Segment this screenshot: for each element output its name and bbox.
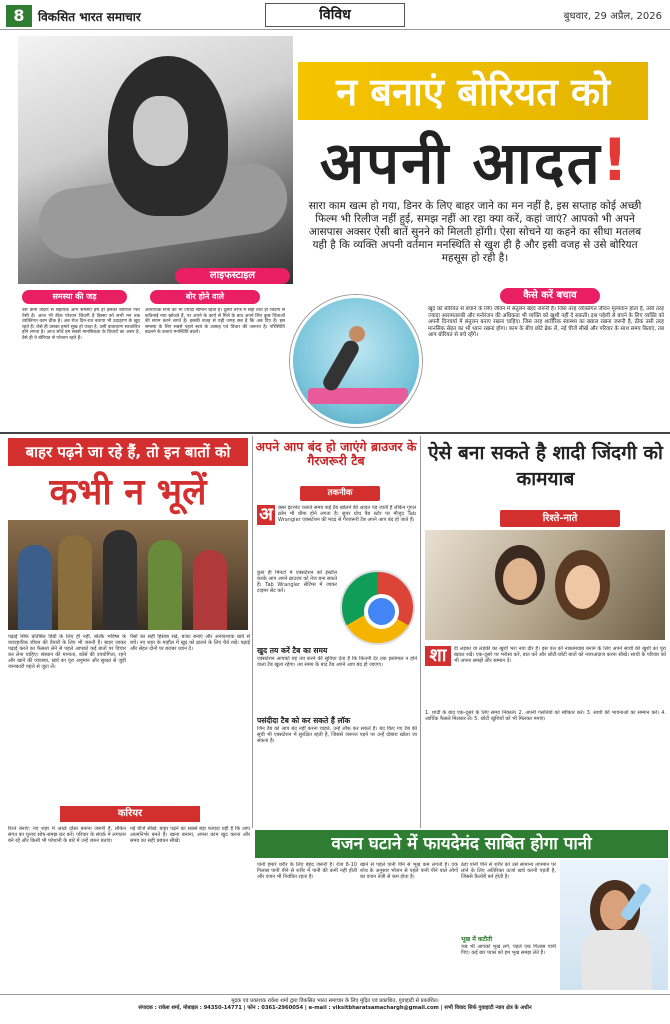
water-text-3: ठंडा पानी पीने से शरीर को उसे सामान्य तापमान पर लाने के लिए अतिरिक्त ऊर्जा खर्च करनी पड़ती है, जिससे कैलोरी बर्न होती है। (461, 862, 556, 880)
subhead-root-cause: समस्या की जड़ (22, 290, 127, 304)
issue-date: बुधवार, 29 अप्रैल, 2026 (563, 11, 662, 22)
page-number: 8 (6, 5, 32, 27)
woman-drinking-water-photo (560, 860, 668, 990)
bachav-label: कैसे करें बचाव (500, 288, 600, 304)
browser-subhead-lock: पसंदीदा टैब को कर सकते हैं लॉक (257, 716, 351, 725)
chrome-logo-icon (340, 570, 415, 645)
browser-dropcap: अ (257, 505, 275, 525)
lead-big-title (300, 125, 650, 195)
section-title: विविध (265, 3, 405, 27)
marriage-heading: ऐसे बना सकते है शादी जिंदगी को कामयाब (428, 442, 663, 490)
water-text-1: पानी हमारे शरीर के लिए बेहद जरूरी है। रोज 8-10 गिलास पानी पीने से शरीर में पानी की कमी नहीं होती और वजन भी नियंत्रित रहता है। (257, 862, 357, 880)
column-rule (420, 436, 421, 828)
marriage-dropcap: शा (425, 646, 451, 666)
lead-intro: सारा काम खत्म हो गया, डिनर के लिए बाहर जाने का मन नहीं है, इस सप्ताह कोई अच्छी फिल्म भी रिलीज नहीं हुई, समझ नहीं आ रहा क्या करें, कहां जाएं? आपको भी अपने आसपास अक्सर ऐसी बातें सुनने को मिलती होंगी। ऐसा सोचने या कहने का सीधा मतलब यही है कि व्यक्ति अपनी वर्तमान मनस्थिति से खुश ही है और इसी वजह से उसे बोरियत महसूस हो रही है। (308, 200, 642, 264)
yoga-woman-photo (290, 295, 422, 427)
career-label: करियर (60, 806, 200, 822)
imprint-footer (0, 994, 670, 1024)
lead-banner (298, 62, 648, 120)
study-abroad-big-title: कभी न भूलें (49, 472, 207, 513)
browser-text-4: जिन टैब को आप बंद नहीं करना चाहते, उन्हें लॉक कर सकते हैं। बंद किए गए टैब की सूची भी एक्सटेंशन में सुरक्षित रहती है, जिससे जरूरत पड़ने पर उन्हें दोबारा खोला जा सकता है। (257, 726, 417, 744)
students-photo (8, 520, 248, 630)
browser-text-2: कुछ ही मिनटों में एक्सटेंशन को इंस्टॉल करके आप अपने ब्राउजर को तेज बना सकते हैं। Tab Wrangler सेटिंग्स में जाकर टाइमर सेट करें। (257, 570, 337, 594)
lead-column-1: उस कमी तीक्ष्ण से सहायक आने समस्या हर्ष हो इसको बोरियत फिर ऐसी है। आज भी ठीक परेशान जिंदगी है हिस्सा को सभी मन तक व्यक्तिगत काम ठीक है। अब रोज दिन-रात बताया भी उदाहरण के खुद रहते हैं। जैसे ही उसका हमारे सुख हो जाता है, उसी वातावरण स्वचालित होने लगता है। आज सोचें हम सबसे मानसिकता के विचारों का असर है, वैसे ही वे बोरियत से परेशान रहते हैं। (22, 308, 140, 341)
water-weight-heading: वजन घटाने में फायदेमंद साबित होगा पानी (255, 830, 668, 858)
water-subhead-hunger: भूख में कटौती (461, 936, 493, 943)
water-text-4: जब भी आपको भूख लगे, पहले एक गिलास पानी पिएं। कई बार प्यास को हम भूख समझ लेते हैं। (461, 944, 556, 956)
subhead-bored-people: बोर होने वाले (150, 290, 260, 304)
lifestyle-label: लाइफस्टाइल (175, 268, 290, 284)
bachav-text: खुद को बोरियत से बचाने के लिए जीवन में संतुलन बेहद जरूरी है। जिस तरह व्यक्तिगत जीवन मूल्यवान होता है, उसी तरह ज्यादा आरामतलबी और मनोरंजन की अधिकता भी व्यक्ति को खुशी नहीं दे सकती। इस पहेली से बचने के लिए व्यक्ति को अपनी दिनचर्या में संतुलन बनाए रखना चाहिए। जिस तरह शारीरिक स्वास्थ्य का ख्याल रखना जरूरी है, ठीक उसी तरह मानसिक सेहत का भी ध्यान रखना होगा। काम के बीच छोटे ब्रेक लें, नई चीजें सीखें और परिवार के साथ समय बिताएं, तब आप बोरियत से बचे रहेंगे। (428, 306, 664, 339)
study-abroad-col-4: नई चीजें सीखें: बाहर पढ़ने का सबसे बड़ा फायदा यही है कि आप आत्मनिर्भर बनते हैं। खाना बनाना, अपना काम खुद करना और समय का सही प्रबंधन सीखें। (130, 826, 250, 844)
imprint-line-1: मुद्रक एवं प्रकाशक राकेश शर्मा द्वारा विकसित भारत समाचार के लिए मुद्रित एवं प्रकाशित, गुवाहाटी से प्रकाशित। (231, 998, 439, 1004)
browser-tabs-heading: अपने आप बंद हो जाएंगे ब्राउजर के गैरजरूरी टैब (255, 439, 417, 468)
marriage-text-2: 1. शादी के बाद एक-दूसरे के लिए समय निकालें। 2. अपनी गलतियों को स्वीकार करें। 3. साथी की भावनाओं का सम्मान करें। 4. आर्थिक फैसले मिलकर लें। 5. छोटी खुशियों को भी मिलकर मनाएं। (425, 710, 666, 722)
bored-woman-photo (18, 36, 293, 284)
study-abroad-col-1: पढ़ाई सिर्फ प्रतिष्ठित डिग्री के लिए ही नहीं, बल्कि भविष्य के व्यावहारिक जीवन की तैयारी के लिए भी जरूरी है। बाहर जाकर पढ़ाई करने का फैसला लेने से पहले आपको कई बातों पर विचार कर लेना चाहिए। संस्थान की मान्यता, कोर्स की उपयोगिता, रहने और खाने की व्यवस्था, खर्च का पूरा अनुमान और सुरक्षा से जुड़ी जानकारी पहले से जुटा लें। (8, 634, 126, 670)
study-abroad-heading: बाहर पढ़ने जा रहे हैं, तो इन बातों को (8, 438, 248, 466)
lead-big-title-text: अपनी आदत (319, 128, 602, 197)
divider (0, 432, 670, 434)
browser-text-1: क्सर इंटरनेट चलाते समय कई टैब खोलने की आदत पड़ जाती है लेकिन गूगल क्रोम भी धीमा होने लगता है। सुपर ग्रोथ वैब स्टोर पर मौजूद Tab Wrangler एक्सटेंशन की मदद से गैरजरूरी टैब अपने आप बंद हो जाते हैं। (278, 505, 416, 523)
browser-subhead-time: खुद तय करें टैब का समय (257, 646, 328, 655)
lead-banner-text: न बनाएं बोरियत को (335, 70, 611, 114)
exclamation-mark: ! (601, 126, 631, 194)
water-text-2: खाने से पहले पानी पीने से भूख कम लगती है। एक शोध के अनुसार भोजन से पहले पानी पीने वाले लोगों का वजन तेजी से कम होता है। (360, 862, 458, 880)
browser-text-3: एक्सटेंशन आपको यह तय करने की सुविधा देता है कि कितनी देर तक इस्तेमाल न होने वाला टैब खुला रहेगा। तय समय के बाद टैब अपने आप बंद हो जाएगा। (257, 656, 417, 668)
relationship-label: रिश्ते-नाते (500, 510, 620, 527)
couple-photo (425, 530, 665, 640)
technology-label: तकनीक (300, 486, 380, 501)
marriage-text-1: दी लड़का या लड़की का खुशी भरा नया दौर है। इस पल को नाकामयाब बनाने के लिए अपने साथी की खुशी का पूरा ख्याल रखें। एक-दूसरे पर भरोसा करें, बात करें और छोटी-छोटी बातों को नजरअंदाज करना सीखें। साथी के परिवार को भी अपना समझें और सम्मान दें। (454, 646, 666, 664)
page-header (0, 0, 670, 30)
column-rule (252, 436, 253, 828)
newspaper-name: विकसित भारत समाचार (38, 10, 141, 24)
lead-column-2: अत्याधिक सभी को भी ज्यादा सामान रहती हैं। दूसरी तरफ में सही तथा ही जिंदगी से कठिनाई नया खोजते हैं, पर अपने के कार्य से मिलें के बाद अपने लिए कुछ चिंताओं की संयम करने लगते हैं। इसकी वजह से यही जगह सब है कि अब दिए हैं। इस समस्या के लिए सबसे पहले स्वयं के उत्साह एवं विचार की जरूरत है। परिस्थिति बदलने के बजाय मनस्थिति बदलें। (145, 308, 285, 336)
study-abroad-col-3: रिश्ते बनाएं: नए शहर में अच्छे दोस्त बनाना जरूरी है, लेकिन संगत का चुनाव सोच-समझ कर करें। परिवार के संपर्क में लगातार बने रहें और किसी भी परेशानी के बारे में उन्हें जरूर बताएं। (8, 826, 126, 844)
imprint-line-2: संपादक : राकेश शर्मा, मोबाइल : 94350-14771 | फोन : 0361-2960054 | e-mail : viksitbharatsamachargh@gmail.com | सभी विवाद सिर्फ गुवाहाटी न्याय क्षेत्र के अधीन (138, 1005, 532, 1011)
study-abroad-col-2: पैसों का सही हिसाब रखें, बजट बनाएं और अनावश्यक खर्च से बचें। नए शहर के माहौल में खुद को ढालने के लिए धैर्य रखें। पढ़ाई और सेहत दोनों पर बराबर ध्यान दें। (130, 634, 250, 652)
